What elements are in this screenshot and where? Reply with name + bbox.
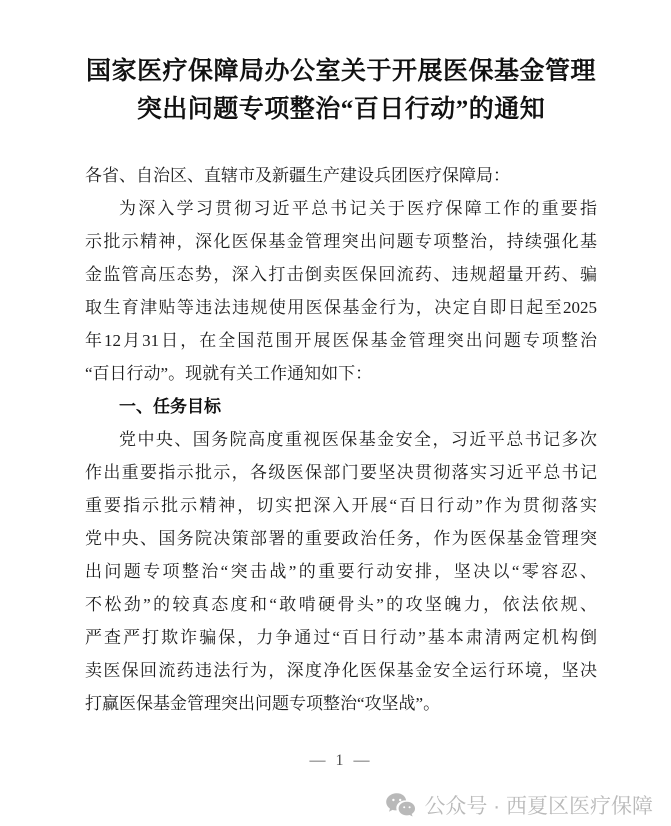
body-line: 示批示精神，深化医保基金管理突出问题专项整治，持续强化基 bbox=[85, 232, 597, 251]
body-line: 党中央、国务院决策部署的重要政治任务，作为医保基金管理突 bbox=[85, 529, 597, 548]
body-line: 党中央、国务院高度重视医保基金安全，习近平总书记多次 bbox=[119, 430, 597, 449]
title-line-1: 国家医疗保障局办公室关于开展医保基金管理 bbox=[85, 58, 596, 85]
page-number: — 1 — bbox=[309, 752, 373, 769]
document-title bbox=[85, 53, 597, 129]
body-line: 年12月31日，在全国范围开展医保基金管理突出问题专项整治 bbox=[85, 331, 597, 350]
body-line: 重要指示批示精神，切实把深入开展“百日行动”作为贯彻落实 bbox=[85, 496, 597, 515]
body-line: 卖医保回流药违法行为，深度净化医保基金安全运行环境，坚决 bbox=[85, 661, 597, 680]
body-line: 为深入学习贯彻习近平总书记关于医疗保障工作的重要指 bbox=[119, 199, 597, 218]
document-content bbox=[85, 53, 597, 770]
footer-label: 公众号 · 西夏区医疗保障 bbox=[424, 795, 653, 818]
wechat-share-footer bbox=[385, 790, 653, 820]
wechat-icon bbox=[385, 792, 416, 819]
body-line: 打赢医保基金管理突出问题专项整治“攻坚战”。 bbox=[85, 694, 441, 713]
body-line: 金监管高压态势，深入打击倒卖医保回流药、违规超量开药、骗 bbox=[85, 265, 597, 284]
body-line: 不松劲”的较真态度和“敢啃硬骨头”的攻坚魄力，依法依规、 bbox=[85, 595, 597, 614]
document-body bbox=[85, 159, 597, 720]
body-line: 取生育津贴等违法违规使用医保基金行为，决定自即日起至2025 bbox=[85, 298, 597, 317]
section-1-heading: 一、任务目标 bbox=[119, 397, 221, 416]
body-line: 作出重要指示批示，各级医保部门要坚决贯彻落实习近平总书记 bbox=[85, 463, 597, 482]
body-line: 出问题专项整治“突击战”的重要行动安排，坚决以“零容忍、 bbox=[85, 562, 597, 581]
body-line: 严查严打欺诈骗保，力争通过“百日行动”基本肃清两定机构倒 bbox=[85, 628, 597, 647]
salutation: 各省、自治区、直辖市及新疆生产建设兵团医疗保障局： bbox=[85, 166, 510, 185]
title-line-2: 突出问题专项整治“百日行动”的通知 bbox=[136, 96, 546, 123]
body-line: “百日行动”。现就有关工作通知如下： bbox=[85, 364, 373, 383]
